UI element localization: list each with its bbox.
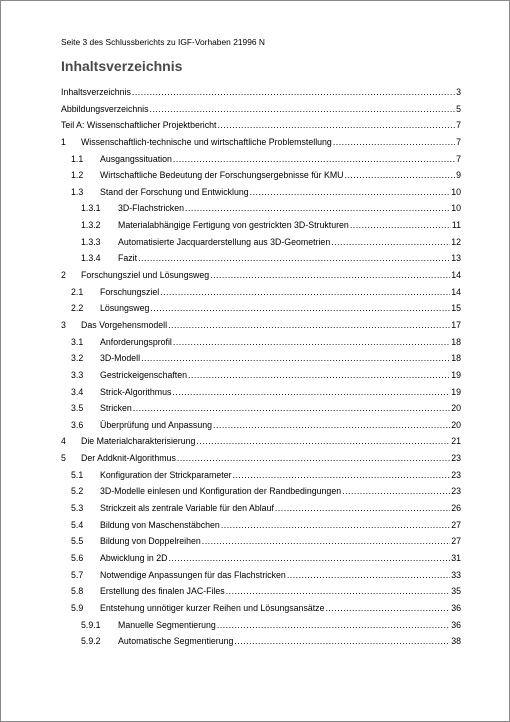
toc-entry-number: 5.1 [71,469,84,480]
toc-entry-number: 1 [61,136,66,147]
toc-entry-label: Der Addknit-Algorithmus [81,453,176,464]
toc-entry-page: 23 [451,469,461,480]
toc-entry-number: 3.5 [71,403,84,414]
toc-entry-number: 1.3.1 [81,203,101,214]
toc-dot-leader [168,320,450,330]
toc-dot-leader [345,170,456,180]
toc-entry-label: 3D-Modelle einlesen und Konfiguration der Randbedingungen [100,486,342,497]
toc-dot-leader [250,187,451,197]
toc-entry[interactable] [61,82,461,99]
toc-entry-label: Gestrickeigenschaften [100,369,188,380]
toc-entry-number: 5.4 [71,519,84,530]
toc-entry[interactable] [61,198,461,215]
table-of-contents [61,82,461,648]
toc-entry-label: Abbildungsverzeichnis [61,103,149,114]
toc-entry-page: 23 [451,486,461,497]
toc-entry[interactable] [61,598,461,615]
toc-entry[interactable] [61,481,461,498]
toc-entry[interactable] [61,515,461,532]
toc-entry-label: Inhaltsverzeichnis [61,87,131,97]
toc-entry-page: 3 [456,87,461,97]
toc-entry-number: 2 [61,270,66,281]
toc-entry-page: 17 [451,319,461,330]
toc-entry[interactable] [61,115,461,132]
toc-entry[interactable] [61,431,461,448]
toc-dot-leader [226,586,451,596]
toc-entry-page: 31 [451,552,461,563]
toc-entry-page: 19 [451,369,461,380]
toc-entry-number: 4 [61,436,66,447]
toc-entry-page: 23 [451,453,461,464]
toc-entry[interactable] [61,348,461,365]
toc-entry-page: 13 [451,253,461,264]
toc-entry[interactable] [61,315,461,332]
toc-entry[interactable] [61,332,461,349]
toc-entry-page: 10 [451,203,461,214]
toc-entry[interactable] [61,631,461,648]
toc-entry-page: 10 [451,186,461,197]
toc-entry-number: 3.6 [71,419,84,430]
toc-dot-leader [177,453,450,463]
toc-entry-number: 5.9.1 [81,619,101,630]
toc-entry[interactable] [61,232,461,249]
toc-entry[interactable] [61,581,461,598]
toc-entry-page: 27 [451,519,461,530]
toc-entry[interactable] [61,215,461,232]
toc-entry-number: 5.6 [71,552,84,563]
toc-entry[interactable] [61,165,461,182]
toc-entry[interactable] [61,282,461,299]
toc-entry-label: Teil A: Wissenschaftlicher Projektbericht [61,120,217,131]
toc-entry-label: Konfiguration der Strickparameter [100,469,232,480]
toc-dot-leader [196,436,450,446]
toc-entry-label: Entstehung unnötiger kurzer Reihen und Lösungsansätze [100,602,325,613]
toc-entry[interactable] [61,99,461,116]
toc-entry-page: 21 [451,436,461,447]
toc-dot-leader [172,387,450,397]
toc-entry-number: 5.3 [71,503,84,514]
toc-dot-leader [331,237,450,247]
toc-dot-leader [150,104,456,114]
toc-dot-leader [173,337,450,347]
toc-entry-page: 7 [456,136,461,147]
toc-entry[interactable] [61,132,461,149]
toc-dot-leader [188,370,450,380]
toc-entry-number: 5.8 [71,586,84,597]
toc-entry-label: Wissenschaftlich-technische und wirtschaftliche Problemstellung [81,136,332,147]
toc-entry-number: 5.9.2 [81,636,101,647]
toc-entry[interactable] [61,382,461,399]
toc-entry-number: 5.2 [71,486,84,497]
toc-entry-label: Notwendige Anpassungen für das Flachstricken [100,569,286,580]
toc-entry[interactable] [61,182,461,199]
toc-dot-leader [342,486,450,496]
toc-entry-label: Fazit [118,253,138,264]
toc-entry-page: 18 [451,353,461,364]
toc-entry[interactable] [61,398,461,415]
toc-entry[interactable] [61,298,461,315]
page-title: Inhaltsverzeichnis [61,58,183,74]
toc-dot-leader [350,220,451,230]
toc-entry-number: 2.2 [71,303,84,314]
toc-dot-leader [325,603,450,613]
toc-entry-page: 38 [451,636,461,647]
toc-dot-leader [217,120,455,130]
toc-entry-page: 35 [451,586,461,597]
toc-dot-leader [160,287,450,297]
toc-entry-label: Forschungsziel und Lösungsweg [81,270,210,281]
toc-dot-leader [185,203,450,213]
toc-entry-label: Abwicklung in 2D [100,552,168,563]
toc-dot-leader [168,553,450,563]
toc-entry-page: 36 [451,602,461,613]
toc-entry[interactable] [61,565,461,582]
toc-entry-label: Das Vorgehensmodell [81,319,168,330]
toc-entry-number: 3.4 [71,386,84,397]
toc-entry-number: 5.9 [71,602,84,613]
toc-entry[interactable] [61,265,461,282]
toc-dot-leader [275,503,450,513]
toc-entry-label: Überprüfung und Anpassung [100,419,213,430]
toc-dot-leader [138,253,450,263]
toc-entry-label: Automatisierte Jacquarderstellung aus 3D-Geometrien [118,236,331,247]
toc-entry-page: 18 [451,336,461,347]
toc-entry-page: 27 [451,536,461,547]
toc-dot-leader [287,570,450,580]
toc-entry-number: 1.3.3 [81,236,101,247]
toc-dot-leader [202,536,450,546]
toc-entry[interactable] [61,465,461,482]
toc-entry[interactable] [61,365,461,382]
toc-entry-number: 3.2 [71,353,84,364]
toc-entry-page: 14 [451,270,461,281]
toc-dot-leader [233,470,451,480]
toc-entry-page: 7 [456,120,461,131]
toc-entry-page: 26 [451,503,461,514]
toc-entry-label: Forschungsziel [100,286,160,297]
toc-entry-label: Stand der Forschung und Entwicklung [100,186,249,197]
toc-entry-label: Manuelle Segmentierung [118,619,216,630]
toc-entry-page: 15 [451,303,461,314]
toc-entry-label: Ausgangssituation [100,153,172,164]
toc-dot-leader [217,620,450,630]
toc-dot-leader [150,303,450,313]
toc-entry-page: 20 [451,403,461,414]
toc-entry-number: 1.2 [71,170,84,181]
toc-dot-leader [133,403,450,413]
toc-entry-label: Die Materialcharakterisierung [81,436,196,447]
toc-entry-page: 7 [456,153,461,164]
toc-entry-number: 1.1 [71,153,84,164]
toc-entry-page: 11 [451,220,461,231]
toc-entry[interactable] [61,548,461,565]
toc-entry-label: Wirtschaftliche Bedeutung der Forschungsergebnisse für KMU [100,170,344,181]
toc-dot-leader [173,154,455,164]
toc-dot-leader [221,520,450,530]
toc-entry-label: Lösungsweg [100,303,150,314]
toc-entry-label: Bildung von Maschenstäbchen [100,519,220,530]
toc-entry-page: 19 [451,386,461,397]
toc-entry-page: 5 [456,103,461,114]
toc-entry-number: 5.5 [71,536,84,547]
toc-entry-number: 3 [61,319,66,330]
toc-entry-number: 2.1 [71,286,84,297]
toc-entry-number: 5.7 [71,569,84,580]
toc-entry[interactable] [61,615,461,632]
toc-entry-label: Erstellung des finalen JAC-Files [100,586,225,597]
toc-dot-leader [210,270,450,280]
toc-entry-label: Automatische Segmentierung [118,636,234,647]
toc-entry-number: 1.3.4 [81,253,101,264]
toc-entry-page: 12 [451,236,461,247]
toc-entry-page: 20 [451,419,461,430]
toc-entry-label: Strick-Algorithmus [100,386,172,397]
toc-entry-number: 3.1 [71,336,84,347]
toc-entry-page: 33 [451,569,461,580]
toc-entry-number: 1.3.2 [81,220,101,231]
toc-dot-leader [141,353,450,363]
toc-entry-label: Anforderungsprofil [100,336,172,347]
toc-entry[interactable] [61,498,461,515]
toc-entry-page: 9 [456,170,461,181]
toc-dot-leader [234,636,450,646]
toc-entry-label: Stricken [100,403,132,414]
toc-entry[interactable] [61,149,461,166]
toc-entry-page: 14 [451,286,461,297]
toc-dot-leader [213,420,450,430]
toc-entry-number: 5 [61,453,66,464]
toc-entry-label: Strickzeit als zentrale Variable für den Ablauf [100,503,274,514]
toc-entry-label: Bildung von Doppelreihen [100,536,201,547]
toc-dot-leader [333,137,455,147]
toc-entry[interactable] [61,448,461,465]
toc-entry-page: 36 [451,619,461,630]
toc-entry-number: 3.3 [71,369,84,380]
toc-entry[interactable] [61,248,461,265]
toc-entry-label: Materialabhängige Fertigung von gestrickten 3D-Strukturen [118,220,349,231]
toc-entry[interactable] [61,415,461,432]
toc-entry-label: 3D-Modell [100,353,141,364]
toc-entry-number: 1.3 [71,186,84,197]
page-header: Seite 3 des Schlussberichts zu IGF-Vorhaben 21996 N [61,37,265,47]
toc-dot-leader [132,87,455,97]
toc-entry-label: 3D-Flachstricken [118,203,184,214]
toc-entry[interactable] [61,531,461,548]
